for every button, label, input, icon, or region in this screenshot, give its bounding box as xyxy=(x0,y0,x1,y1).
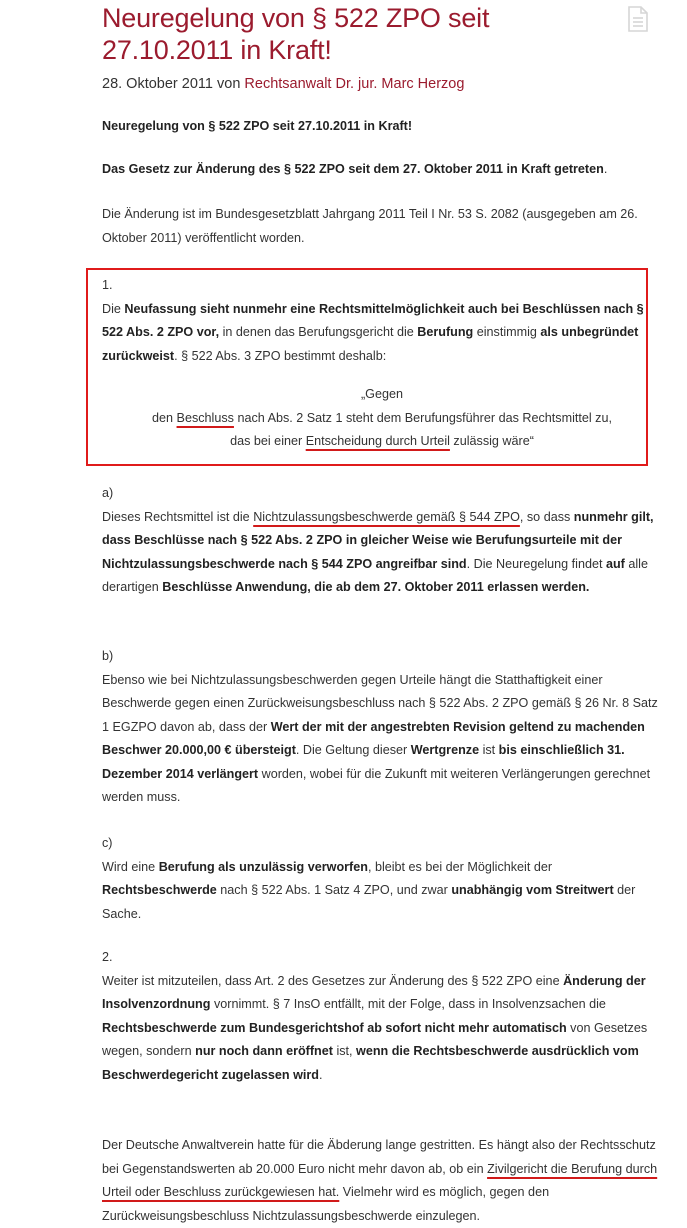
quote: „Gegen den Beschluss nach Abs. 2 Satz 1 steht dem Berufungsführer das Rechtsmittel zu, das bei einer Entscheidung durch Urteil zulässig wäre“ xyxy=(152,387,612,448)
closing-paragraph: Der Deutsche Anwaltverein hatte für die Äbderung lange gestritten. Es hängt also der Rechtsschutz bei Gegenstandswerten ab 20.000 Euro nicht mehr davon ab, ob ein Zivilgericht die Berufung durch Urteil oder Beschluss zurückgewiesen hat. Vielmehr wird es möglich, gegen den Zurückweisungsbeschluss Nichtzulassungsbeschwerde einzulegen. xyxy=(102,1138,658,1223)
document-icon xyxy=(627,6,649,32)
lead-paragraph: Neuregelung von § 522 ZPO seit 27.10.2011 in Kraft! xyxy=(102,119,413,133)
publication-paragraph: Die Änderung ist im Bundesgesetzblatt Jahrgang 2011 Teil I Nr. 53 S. 2082 (ausgegeben am 26. Oktober 2011) veröffentlicht worden. xyxy=(102,207,638,245)
in-force-paragraph: Das Gesetz zur Änderung des § 522 ZPO seit dem 27. Oktober 2011 in Kraft getreten. xyxy=(102,162,608,176)
section-2: 2. Weiter ist mitzuteilen, dass Art. 2 des Gesetzes zur Änderung des § 522 ZPO eine Änderung der Insolvenzordnung vornimmt. § 7 InsO entfällt, mit der Folge, dass in Insolvenzsachen die Rechtsbeschwerde zum Bundesgerichtshof ab sofort nicht mehr automatisch von Gesetzes wegen, sondern nur noch dann eröffnet ist, wenn die Rechtsbeschwerde ausdrücklich vom Beschwerdegericht zugelassen wird. xyxy=(102,950,648,1082)
section-c: c) Wird eine Berufung als unzulässig verworfen, bleibt es bei der Möglichkeit der Rechtsbeschwerde nach § 522 Abs. 1 Satz 4 ZPO, und zwar unabhängig vom Streitwert der Sache. xyxy=(102,836,636,921)
post-meta xyxy=(102,76,464,92)
post-date: 28. Oktober 2011 von xyxy=(102,76,245,92)
section-a: a) Dieses Rechtsmittel ist die Nichtzulassungsbeschwerde gemäß § 544 ZPO, so dass nunmehr gilt, dass Beschlüsse nach § 522 Abs. 2 ZPO in gleicher Weise wie Berufungsurteile mit der Nichtzulassungsbeschwerde nach § 544 ZPO angreifbar sind. Die Neuregelung findet auf alle derartigen Beschlüsse Anwendung, die ab dem 27. Oktober 2011 erlassen werden. xyxy=(102,486,654,594)
author-link[interactable]: Rechtsanwalt Dr. jur. Marc Herzog xyxy=(244,76,465,92)
section-1: 1. Die Neufassung sieht nunmehr eine Rechtsmittelmöglichkeit auch bei Beschlüssen nach § 522 Abs. 2 ZPO vor, in denen das Berufungsgericht die Berufung einstimmig als unbegründet zurückweist. § 522 Abs. 3 ZPO bestimmt deshalb: „Gegen den Beschluss nach Abs. 2 Satz 1 steht dem Berufungsführer das Rechtsmittel zu, das bei einer Entscheidung durch Urteil zulässig wäre“ xyxy=(102,274,662,454)
article-title[interactable]: Neuregelung von § 522 ZPO seit 27.10.2011 in Kraft! xyxy=(102,3,490,65)
section-b: b) Ebenso wie bei Nichtzulassungsbeschwerden gegen Urteile hängt die Statthaftigkeit einer Beschwerde gegen einen Zurückweisungsbeschluss nach § 522 Abs. 2 ZPO gemäß § 26 Nr. 8 Satz 1 EGZPO davon ab, dass der Wert der mit der angestrebten Revision geltend zu machenden Beschwer 20.000,00 € übersteigt. Die Geltung dieser Wertgrenze ist bis einschließlich 31. Dezember 2014 verlängert worden, wobei für die Zukunft mit weiteren Verlängerungen gerechnet werden muss. xyxy=(102,649,658,804)
